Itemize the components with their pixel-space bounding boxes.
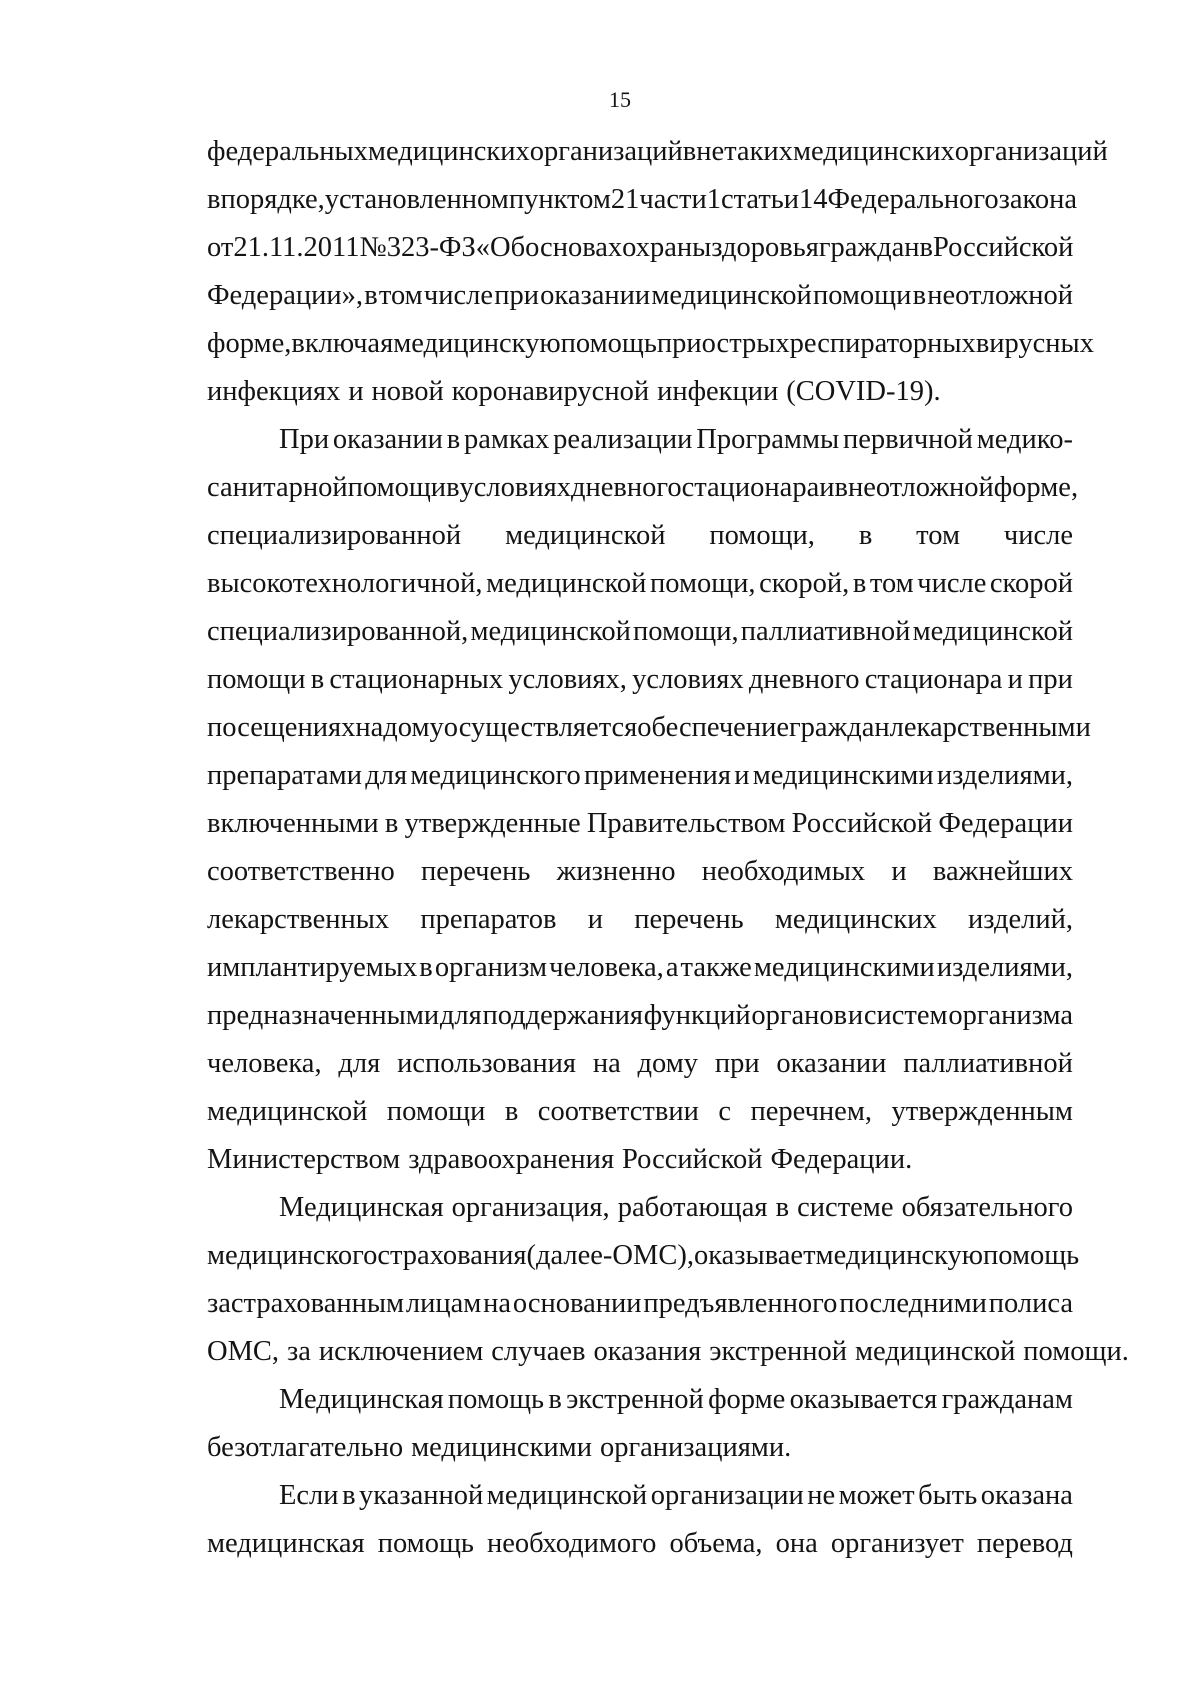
word: медицинскую <box>393 328 561 359</box>
word: помощи <box>386 1096 486 1127</box>
word: застрахованным <box>207 1288 405 1319</box>
word: организма <box>948 1000 1073 1031</box>
word: оказывает <box>693 1240 816 1271</box>
word: перечнем, <box>750 1096 872 1127</box>
word: 14 <box>799 184 828 215</box>
word: числе <box>917 568 987 599</box>
word: первичной <box>842 424 973 455</box>
word: коронавирусной <box>451 376 650 407</box>
word: препаратов <box>420 904 557 935</box>
word: помощи, <box>709 520 815 551</box>
word: указанной <box>359 1480 484 1511</box>
word: 21 <box>610 184 640 215</box>
text-line <box>207 176 1078 224</box>
word: статьи <box>720 184 800 215</box>
text-line <box>207 560 1073 608</box>
word: форме, <box>207 328 292 359</box>
word: перечень <box>421 856 531 887</box>
word: медицинскими <box>753 952 935 983</box>
word: № <box>359 232 387 263</box>
word: медицинской <box>207 1096 368 1127</box>
text-line <box>207 752 1073 800</box>
word: органов <box>751 1000 848 1031</box>
word: также <box>680 952 752 983</box>
word: 21.11.2011 <box>233 232 360 263</box>
word: медицинской <box>651 280 812 311</box>
text-line <box>207 1184 1073 1232</box>
word: и <box>1007 664 1023 695</box>
word: экстренной <box>709 1336 847 1367</box>
word: экстренной <box>566 1384 704 1415</box>
word: обеспечение <box>637 712 789 743</box>
word: в <box>310 664 325 695</box>
word: поддержания <box>482 1000 643 1031</box>
text-line <box>207 416 1073 464</box>
word: оказывается <box>789 1384 938 1415</box>
page-number: 15 <box>609 87 631 112</box>
word: необходимых <box>701 856 866 887</box>
word: При <box>279 424 330 455</box>
word: соответственно <box>207 856 395 887</box>
word: медицинских <box>792 136 955 167</box>
word: медицинскую <box>815 1240 983 1271</box>
word: полиса <box>988 1288 1073 1319</box>
word: утвержденные <box>404 808 581 839</box>
word: 1 <box>706 184 721 215</box>
word: а <box>665 952 679 983</box>
word: инфекциях <box>207 376 341 407</box>
word: включенными <box>207 808 379 839</box>
word: в <box>364 280 378 311</box>
word: скорой, <box>759 568 850 599</box>
word: в <box>384 808 399 839</box>
word: оказании <box>332 424 443 455</box>
text-line <box>207 1520 1073 1568</box>
word: работающая <box>617 1192 768 1223</box>
word: помощи <box>347 472 447 503</box>
word: оказания <box>593 1336 702 1367</box>
word: Министерством <box>207 1144 401 1175</box>
word: организм <box>434 952 548 983</box>
word: таких <box>724 136 793 167</box>
word: дневного <box>748 664 860 695</box>
word: в <box>852 568 867 599</box>
word: инфекции <box>657 376 779 407</box>
word: предъявленного <box>643 1288 838 1319</box>
word: в <box>446 424 461 455</box>
word: медицинских <box>774 904 937 935</box>
text-line <box>207 1040 1073 1088</box>
word: закона <box>998 184 1078 215</box>
word: 323-ФЗ <box>386 232 476 263</box>
word: стационара <box>681 472 820 503</box>
word: помощь <box>447 1384 545 1415</box>
word: помощи. <box>1023 1336 1129 1367</box>
word: скорой <box>989 568 1073 599</box>
word: в <box>207 184 221 215</box>
paragraph-5 <box>207 1472 1073 1568</box>
word: условиях <box>459 472 571 503</box>
word: организация, <box>451 1192 610 1223</box>
text-line <box>207 512 1073 560</box>
word: в <box>446 472 460 503</box>
text-line <box>207 1376 1073 1424</box>
word: Федерации. <box>770 1144 913 1175</box>
word: лекарственными <box>889 712 1091 743</box>
text-line <box>207 464 1079 512</box>
word: ОМС, <box>207 1336 280 1367</box>
word: в <box>342 1480 356 1511</box>
word: от <box>207 232 234 263</box>
word: вне <box>682 136 725 167</box>
word: неотложной <box>847 472 994 503</box>
word: реализации <box>553 424 693 455</box>
word: обязательного <box>901 1192 1073 1223</box>
word: граждан <box>788 712 890 743</box>
word: медицинской <box>854 1336 1016 1367</box>
word: форме, <box>993 472 1079 503</box>
paragraph-3 <box>207 1184 1129 1376</box>
word: при <box>494 280 539 311</box>
text-line <box>207 272 1073 320</box>
word: медицинскими <box>752 760 934 791</box>
word: предназначенными <box>207 1000 440 1031</box>
word: неотложной <box>927 280 1073 311</box>
word: для <box>439 1000 482 1031</box>
word: медицинскими <box>411 1432 592 1463</box>
text-line <box>207 368 1073 416</box>
text-line <box>207 992 1073 1040</box>
document-body <box>207 128 1129 1568</box>
word: соответствии <box>537 1096 699 1127</box>
text-line <box>207 224 1073 272</box>
word: условиях <box>632 664 744 695</box>
word: изделиями, <box>936 952 1073 983</box>
word: паллиативной <box>740 616 911 647</box>
word: человека, <box>549 952 664 983</box>
word: форме <box>708 1384 786 1415</box>
word: организует <box>830 1528 964 1559</box>
word: перечень <box>634 904 744 935</box>
word: страхования <box>377 1240 527 1271</box>
word: системе <box>797 1192 894 1223</box>
word: пунктом <box>508 184 611 215</box>
word: острых <box>701 328 790 359</box>
word: исключением <box>318 1336 484 1367</box>
word: при <box>714 1048 760 1079</box>
word: в <box>919 232 933 263</box>
word: функций <box>643 1000 751 1031</box>
word: в <box>548 1384 562 1415</box>
word: числе <box>1003 520 1073 551</box>
word: посещениях <box>207 712 356 743</box>
word: за <box>287 1336 311 1367</box>
word: последними <box>839 1288 987 1319</box>
word: организаций <box>529 136 683 167</box>
paragraph-4 <box>207 1376 1073 1472</box>
word: помощи, <box>649 568 756 599</box>
word: и <box>847 1000 864 1031</box>
word: и <box>734 760 750 791</box>
text-line <box>207 944 1073 992</box>
word: имплантируемых <box>207 952 418 983</box>
word: основании <box>512 1288 642 1319</box>
word: медицинской <box>486 1480 648 1511</box>
word: и <box>587 904 603 935</box>
word: при <box>1028 664 1073 695</box>
paragraph-2 <box>207 416 1091 1184</box>
text-line <box>207 896 1073 944</box>
word: дневного <box>570 472 682 503</box>
word: Медицинская <box>279 1384 444 1415</box>
word: том <box>916 520 960 551</box>
word: организации <box>650 1480 804 1511</box>
text-line <box>207 1280 1073 1328</box>
text-line <box>207 704 1091 752</box>
word: медицинской <box>505 520 666 551</box>
word: федеральных <box>207 136 368 167</box>
word: порядке, <box>220 184 325 215</box>
word: установленном <box>324 184 509 215</box>
text-line <box>207 320 1094 368</box>
word: специализированной, <box>207 616 469 647</box>
paragraph-1 <box>207 128 1108 416</box>
word: организациями. <box>599 1432 792 1463</box>
word: утвержденным <box>891 1096 1073 1127</box>
word: использования <box>397 1048 576 1079</box>
word: изделиями, <box>936 760 1073 791</box>
text-line <box>207 128 1108 176</box>
word: «Об <box>475 232 526 263</box>
word: и <box>891 856 907 887</box>
word: Правительством <box>586 808 786 839</box>
word: помощь <box>982 1240 1080 1271</box>
word: специализированной <box>207 520 462 551</box>
word: Федерального <box>827 184 999 215</box>
word: условиях, <box>508 664 627 695</box>
word: важнейших <box>932 856 1073 887</box>
word: вирусных <box>975 328 1094 359</box>
word: медицинских <box>367 136 530 167</box>
word: быть <box>918 1480 978 1511</box>
word: Российской <box>932 232 1074 263</box>
word: оказана <box>980 1480 1073 1511</box>
word: для <box>338 1048 381 1079</box>
word: на <box>592 1048 621 1079</box>
word: в <box>834 472 848 503</box>
word: изделий, <box>967 904 1073 935</box>
word: стационарных <box>329 664 504 695</box>
word: оказании <box>540 280 651 311</box>
word: может <box>838 1480 915 1511</box>
word: помощи, <box>633 616 739 647</box>
word: стационара <box>864 664 1003 695</box>
word: в <box>912 280 927 311</box>
word: медико- <box>976 424 1073 455</box>
word: систем <box>863 1000 948 1031</box>
word: числе <box>423 280 493 311</box>
word: (далее <box>526 1240 603 1271</box>
word: при <box>656 328 702 359</box>
word: в <box>504 1096 519 1127</box>
word: помощь <box>377 1528 474 1559</box>
text-line <box>207 800 1073 848</box>
word: медицинской <box>912 616 1073 647</box>
text-line <box>207 1328 1129 1376</box>
word: включая <box>291 328 394 359</box>
word: Медицинская <box>279 1192 444 1223</box>
word: Федерации <box>938 808 1073 839</box>
word: рамках <box>464 424 550 455</box>
word: лекарственных <box>207 904 390 935</box>
word: препаратами <box>207 760 362 791</box>
word: в <box>775 1192 790 1223</box>
word: Российской <box>622 1144 763 1175</box>
text-line <box>207 848 1073 896</box>
text-line <box>207 1136 1073 1184</box>
word: в <box>419 952 433 983</box>
word: и <box>819 472 835 503</box>
word: оказании <box>776 1048 887 1079</box>
word: организаций <box>954 136 1108 167</box>
word: помощи <box>812 280 912 311</box>
word: медицинская <box>207 1528 365 1559</box>
word: помощь <box>560 328 657 359</box>
word: том <box>378 280 423 311</box>
word: основах <box>525 232 623 263</box>
text-line <box>207 608 1073 656</box>
word: на <box>355 712 384 743</box>
word: не <box>807 1480 836 1511</box>
word: здравоохранения <box>408 1144 615 1175</box>
word: безотлагательно <box>207 1432 404 1463</box>
word: медицинского <box>207 1240 378 1271</box>
word: жизненно <box>556 856 676 887</box>
text-line <box>207 1424 1073 1472</box>
word: паллиативной <box>903 1048 1073 1079</box>
word: высокотехнологичной, <box>207 568 483 599</box>
word: с <box>718 1096 731 1127</box>
word: помощи <box>207 664 306 695</box>
word: Российской <box>791 808 933 839</box>
word: респираторных <box>789 328 976 359</box>
word: для <box>365 760 408 791</box>
word: на <box>483 1288 512 1319</box>
word: дому <box>637 1048 699 1079</box>
word: том <box>869 568 914 599</box>
word: Федерации», <box>207 280 363 311</box>
word: гражданам <box>941 1384 1073 1415</box>
word: случаев <box>491 1336 586 1367</box>
text-line <box>207 1088 1073 1136</box>
word: Программы <box>696 424 840 455</box>
word: медицинской <box>470 616 631 647</box>
word: граждан <box>818 232 920 263</box>
text-line <box>207 1232 1080 1280</box>
word: она <box>775 1528 818 1559</box>
word: (COVID-19). <box>786 376 941 407</box>
word: дому <box>383 712 444 743</box>
word: новой <box>371 376 444 407</box>
word: объема, <box>669 1528 763 1559</box>
word: охраны <box>622 232 712 263</box>
word: ОМС), <box>612 1240 694 1271</box>
word: - <box>602 1240 613 1271</box>
word: необходимого <box>486 1528 657 1559</box>
word: медицинской <box>486 568 647 599</box>
word: и <box>348 376 364 407</box>
word: осуществляется <box>443 712 638 743</box>
text-line <box>207 656 1073 704</box>
word: лицам <box>405 1288 482 1319</box>
word: здоровья <box>711 232 819 263</box>
word: Если <box>279 1480 339 1511</box>
word: санитарной <box>207 472 348 503</box>
word: медицинского <box>410 760 581 791</box>
word: в <box>858 520 873 551</box>
word: перевод <box>976 1528 1073 1559</box>
text-line <box>207 1472 1073 1520</box>
word: применения <box>583 760 731 791</box>
word: человека, <box>207 1048 322 1079</box>
word: части <box>639 184 707 215</box>
